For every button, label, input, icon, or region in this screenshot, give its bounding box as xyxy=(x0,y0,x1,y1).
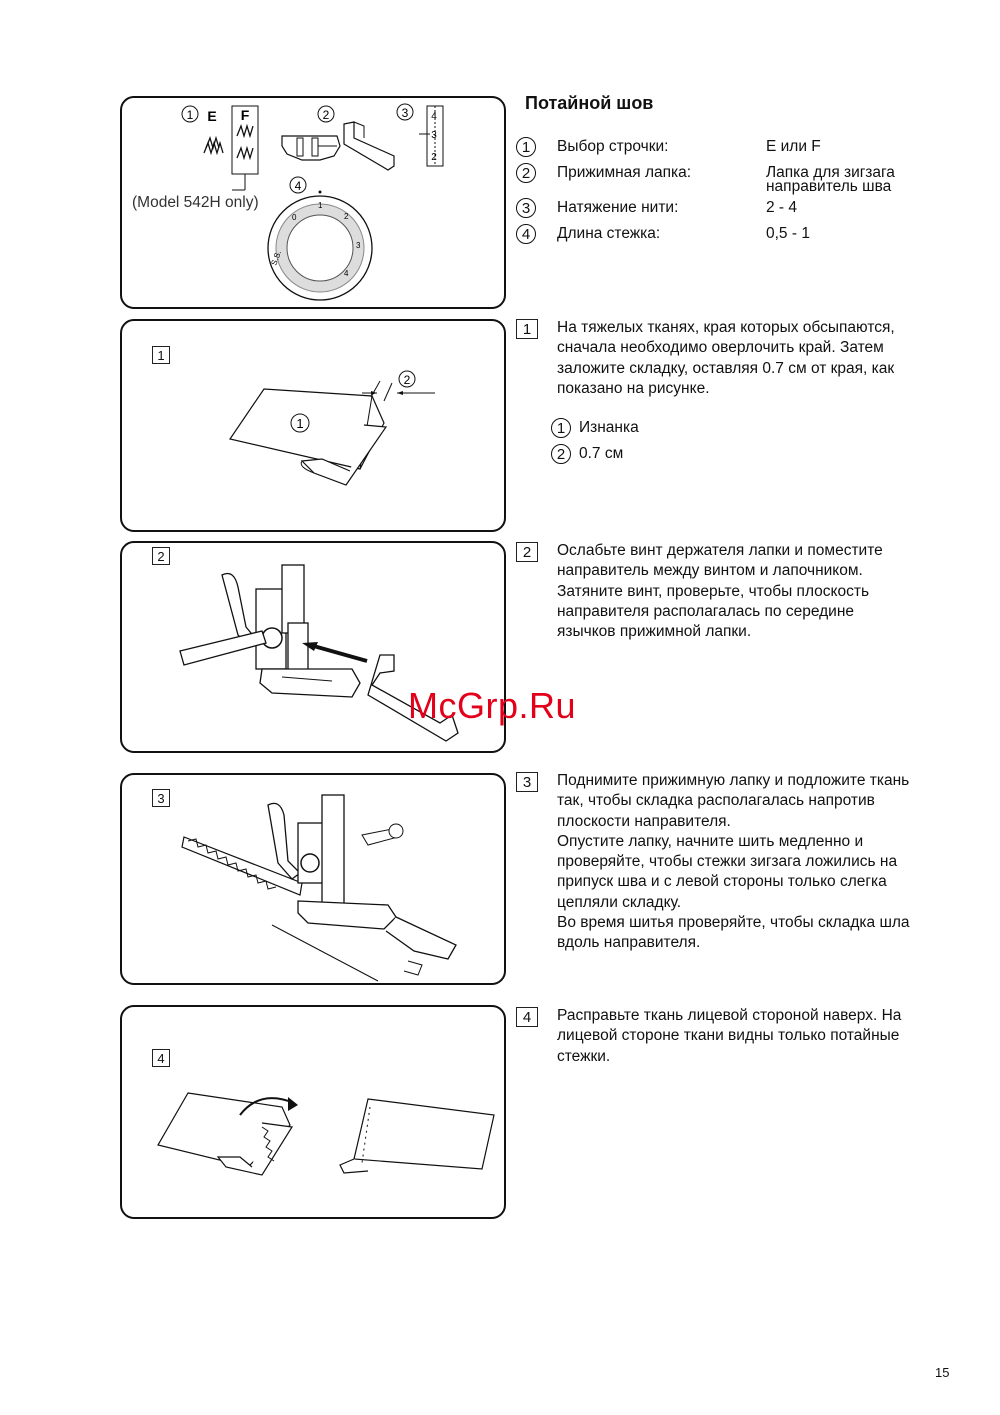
dial-tick-ss: S.S. xyxy=(269,249,284,267)
legend-text: Изнанка xyxy=(579,419,639,437)
spec-value: Лапка для зигзага xyxy=(766,164,895,181)
page-number: 15 xyxy=(935,1365,950,1380)
text-line: Затяните винт, проверьте, чтобы плоскость xyxy=(557,582,870,600)
callout-number: 4 xyxy=(516,224,536,244)
callout-number: 2 xyxy=(516,163,536,183)
spec-value: 2 - 4 xyxy=(766,199,798,216)
step-3-text xyxy=(557,771,967,954)
text-line: заложите складку, оставляя 0.7 см от края, как xyxy=(557,359,895,377)
text-line: проверяйте, чтобы стежки зигзага ложились на xyxy=(557,853,898,871)
pattern-f-letter: F xyxy=(240,107,250,123)
spec-value: 0,5 - 1 xyxy=(766,225,810,242)
pattern-f-icon xyxy=(237,126,253,136)
folded-fabric-illustration xyxy=(122,321,506,532)
text-line: плоскости направителя. xyxy=(557,812,731,830)
text-line: Расправьте ткань лицевой стороной наверх. На xyxy=(557,1007,902,1024)
panel-label: 1 xyxy=(152,346,170,364)
seam-guide-icon xyxy=(344,122,394,170)
finished-seam-illustration xyxy=(122,1007,506,1219)
dial-tick-0: 0 xyxy=(292,213,297,222)
callout-number: 3 xyxy=(516,198,536,218)
panel-label: 3 xyxy=(152,789,170,807)
tension-scale-3: 3 xyxy=(431,130,437,141)
text-line: вдоль направителя. xyxy=(557,934,701,952)
callout-4-text: 4 xyxy=(294,179,302,193)
page-title: Потайной шов xyxy=(525,93,654,113)
pattern-e-letter: E xyxy=(207,108,217,124)
spec-value-line2: направитель шва xyxy=(766,178,892,195)
spec-label: Натяжение нити: xyxy=(557,199,679,216)
step-4-figure-panel xyxy=(120,1005,506,1219)
text-line: сначала необходимо оверлочить край. Затем xyxy=(557,339,884,357)
step-number: 1 xyxy=(516,319,538,339)
text-line: Опустите лапку, начните шить медленно и xyxy=(557,832,864,850)
legend-item-1 xyxy=(551,418,639,438)
model-note: (Model 542H only) xyxy=(132,194,259,211)
fig1-callout-2: 2 xyxy=(403,373,411,387)
panel-label: 2 xyxy=(152,547,170,565)
step-number: 2 xyxy=(516,542,538,562)
step-number: 3 xyxy=(516,772,538,792)
callout-number: 2 xyxy=(551,444,571,464)
fig1-callout-1: 1 xyxy=(296,416,304,431)
tension-scale-4: 4 xyxy=(431,111,437,122)
panel-label: 4 xyxy=(152,1049,170,1067)
text-line: язычков прижимной лапки. xyxy=(557,623,752,641)
callout-2-text: 2 xyxy=(322,108,330,122)
text-line: Ослабьте винт держателя лапки и поместите xyxy=(557,542,883,559)
dial-tick-3: 3 xyxy=(356,241,361,250)
spec-label: Прижимная лапка: xyxy=(557,164,692,181)
spec-label: Выбор строчки: xyxy=(557,138,669,155)
text-line: Поднимите прижимную лапку и подложите ткань xyxy=(557,772,910,789)
text-line: цепляли складку. xyxy=(557,893,682,911)
text-line: направитель между винтом и лапочником. xyxy=(557,562,863,580)
step-3-figure-panel xyxy=(120,773,506,985)
dial-tick-2: 2 xyxy=(344,212,349,221)
spec-value: E или F xyxy=(766,138,821,155)
step-4-text xyxy=(557,1006,967,1067)
sewing-illustration xyxy=(122,775,506,985)
tension-scale-2: 2 xyxy=(431,152,437,163)
legend-item-2 xyxy=(551,444,623,464)
text-line: направителя располагалась по середине xyxy=(557,602,855,620)
text-line: лицевой стороне ткани видны только потайные xyxy=(557,1027,900,1045)
text-line: показано на рисунке. xyxy=(557,379,710,397)
text-line: так, чтобы складка располагалась напротив xyxy=(557,792,875,810)
callout-3-text: 3 xyxy=(401,106,409,120)
callout-1-text: 1 xyxy=(186,108,194,122)
step-1-text xyxy=(557,318,967,399)
text-line: припуск шва и с левой стороны только слегка xyxy=(557,873,887,891)
dial-tick-4: 4 xyxy=(344,269,349,278)
callout-number: 1 xyxy=(551,418,571,438)
text-line: стежки. xyxy=(557,1047,611,1065)
step-2-text xyxy=(557,541,967,642)
step-1-figure-panel xyxy=(120,319,506,532)
step-number: 4 xyxy=(516,1007,538,1027)
text-line: На тяжелых тканях, края которых обсыпаются, xyxy=(557,319,895,336)
callout-number: 1 xyxy=(516,137,536,157)
text-line: Во время шитья проверяйте, чтобы складка шла xyxy=(557,914,910,932)
spec-label: Длина стежка: xyxy=(557,225,661,242)
presser-foot-icon xyxy=(282,136,340,160)
flip-arrow-icon xyxy=(288,1097,298,1111)
legend-text: 0.7 см xyxy=(579,445,624,463)
settings-figure-panel xyxy=(120,96,506,309)
dial-tick-1: 1 xyxy=(318,201,323,210)
watermark: McGrp.Ru xyxy=(408,685,577,726)
